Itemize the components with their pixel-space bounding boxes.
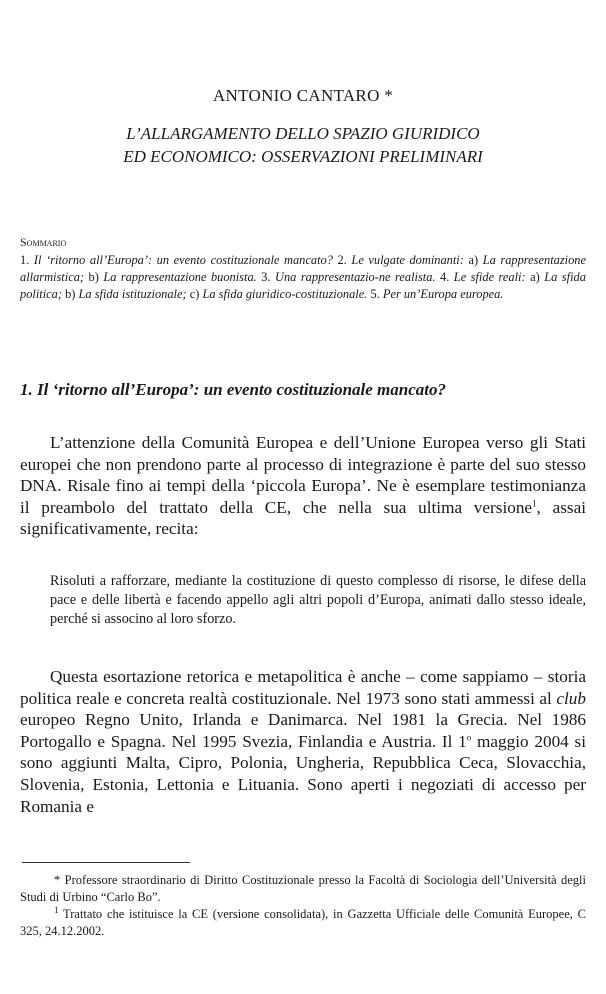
summary-label: Sommario [20, 235, 67, 249]
footnote-ref-1: 1 [532, 498, 537, 509]
title-line-1: L’ALLARGAMENTO DELLO SPAZIO GIURIDICO [126, 124, 480, 143]
title-line-2: ED ECONOMICO: OSSERVAZIONI PRELIMINARI [123, 147, 483, 166]
summary-text: 1. Il ‘ritorno all’Europa’: un evento costituzionale mancato? 2. Le vulgate dominanti: a) La rappresentazione allarmistica; b) La rappresentazione buonista. 3. Una rappresentazio-ne realista. 4. Le sfide reali: a) La sfida politica; b) La sfida istituzionale; c) La sfida giuridico-costituzionale. 5. Per un’Europa europea. [20, 253, 586, 301]
author-footnote-mark: * [384, 86, 394, 105]
block-quote: Risoluti a rafforzare, mediante la costituzione di questo complesso di risorse, le difese della pace e delle libertà e facendo appello agli altri popoli d’Europa, animati dallo stesso ideale, perché si associno al loro sforzo. [50, 573, 586, 627]
author-name [0, 86, 606, 106]
body-paragraph-2: Questa esortazione retorica e metapolitica è anche – come sappiamo – storia politica reale e concreta realtà costituzionale. Nel 1973 sono stati ammessi al club europeo Regno Unito, Irlanda e Danimarca. Nel 1981 la Grecia. Nel 1986 Portogallo e Spagna. Nel 1995 Svezia, Finlandia e Austria. Il 1$^o$ maggio 2004 si sono aggiunti Malta, Cipro, Polonia, Ungheria, Repubblica Ceca, Slovacchia, Slovenia, Estonia, Lettonia e Lituania. Sono aperti i negoziati di accesso per Romania e [20, 667, 586, 816]
footnote-divider [22, 862, 190, 863]
body-paragraph-1: L’attenzione della Comunità Europea e dell’Unione Europea verso gli Stati europei che non prendono parte al processo di integrazione è parte del suo stesso DNA. Risale fino ai tempi della ‘piccola Europa’. Ne è esemplare testimonianza il preambolo del trattato della CE, che nella sua ultima versione$^1$, assai significativamente, recita: [20, 433, 586, 539]
footnote-author: * Professore straordinario di Diritto Costituzionale presso la Facoltà di Sociologia dell’Università degli Studi di Urbino “Carlo Bo”. [20, 873, 587, 904]
section-heading: 1. Il ‘ritorno all’Europa’: un evento costituzionale mancato? [20, 380, 446, 399]
author-text: ANTONIO CANTARO [212, 86, 380, 105]
footnote-1: $^1$ Trattato che istituisce la CE (versione consolidata), in Gazzetta Ufficiale delle Comunità Europee, C 325, 24.12.2002. [20, 904, 586, 938]
